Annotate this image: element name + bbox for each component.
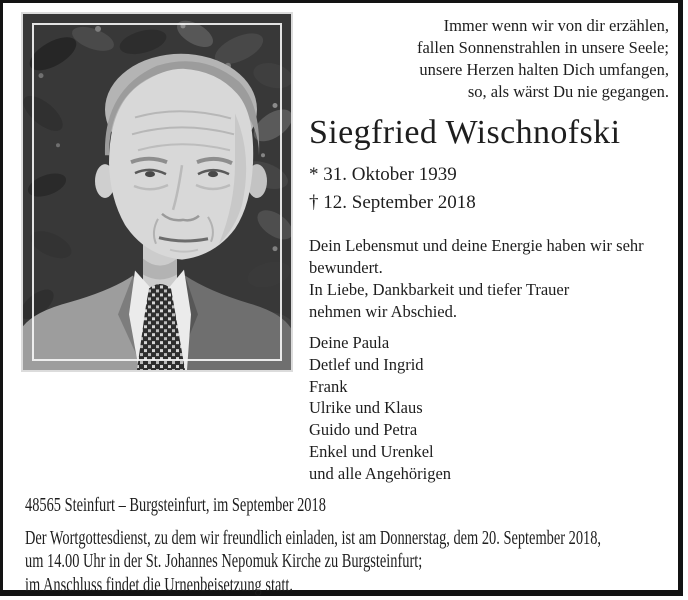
life-dates: [309, 161, 476, 217]
mourner-item: und alle Angehörigen: [309, 463, 452, 483]
poem-line: unsere Herzen halten Dich umfangen,: [419, 60, 669, 79]
tribute-line: In Liebe, Dankbarkeit und tiefer Trauer: [309, 280, 570, 299]
mourner-item: Guido und Petra: [309, 420, 418, 440]
poem-line: Immer wenn wir von dir erzählen,: [443, 16, 669, 35]
portrait-photo-illustration: [23, 14, 291, 370]
tribute-line: nehmen wir Abschied.: [309, 302, 458, 321]
tribute-text: [309, 235, 644, 323]
service-info: [25, 527, 601, 597]
tribute-line: bewundert.: [309, 258, 383, 277]
death-date: † 12. September 2018: [309, 192, 476, 213]
mourner-item: Deine Paula: [309, 333, 390, 352]
service-line: im Anschluss findet die Urnenbeisetzung statt.: [25, 573, 293, 596]
birth-date: * 31. Oktober 1939: [309, 164, 457, 185]
poem-line: so, als wärst Du nie gegangen.: [467, 82, 669, 101]
mourner-item: Enkel und Urenkel: [309, 441, 434, 461]
service-line: Der Wortgottesdienst, zu dem wir freundlich einladen, ist am Donnerstag, dem 20. September 2018,: [25, 527, 602, 549]
mourner-item: Detlef und Ingrid: [309, 354, 424, 374]
dateline: 48565 Steinfurt – Burgsteinfurt, im September 2018: [25, 494, 326, 516]
mourner-item: Frank: [309, 376, 348, 396]
mourners-list: [309, 332, 451, 485]
tribute-line: Dein Lebensmut und deine Energie haben wir sehr: [309, 236, 644, 255]
memorial-poem: [417, 15, 669, 103]
deceased-name: Siegfried Wischnofski: [309, 114, 621, 151]
mourner-item: Ulrike und Klaus: [309, 398, 423, 418]
poem-line: fallen Sonnenstrahlen in unsere Seele;: [416, 38, 669, 57]
service-line: um 14.00 Uhr in der St. Johannes Nepomuk Kirche zu Burgsteinfurt;: [25, 550, 423, 573]
portrait-photo: [23, 14, 291, 370]
